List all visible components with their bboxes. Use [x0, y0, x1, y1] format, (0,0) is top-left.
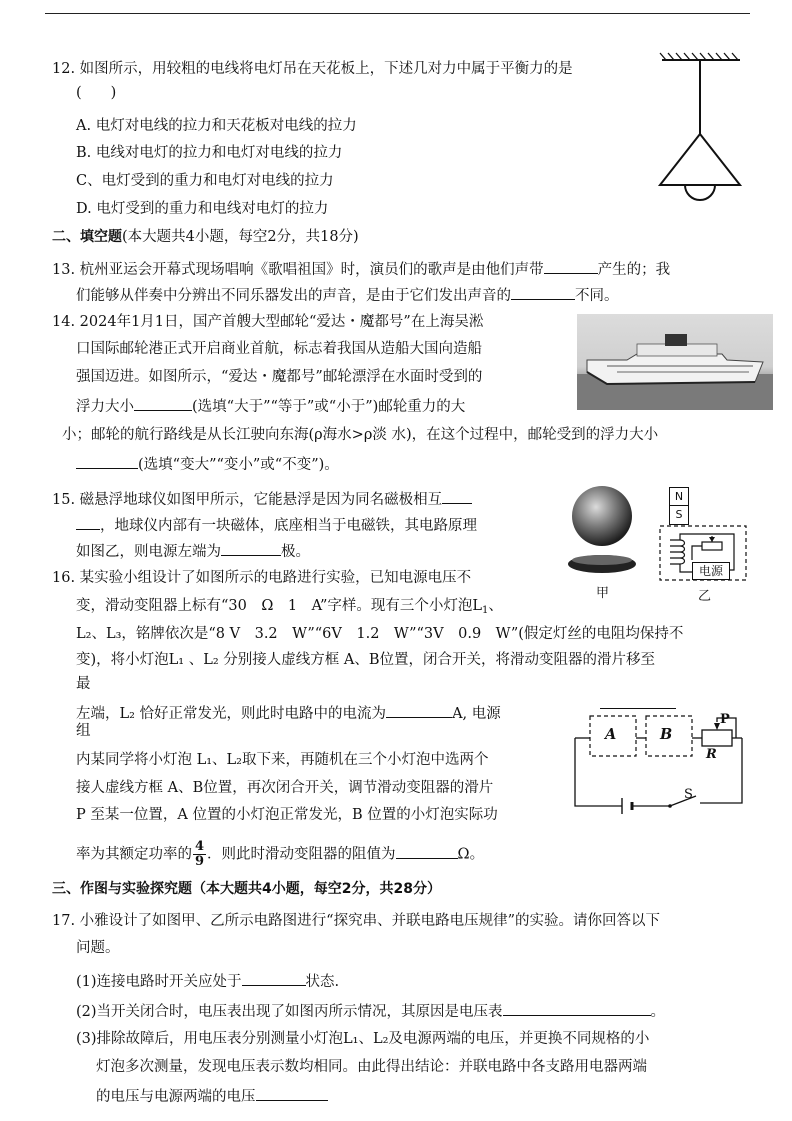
box-b-label: B: [660, 726, 673, 743]
q14-line5: 小；邮轮的航行路线是从长江驶向东海(ρ海水>ρ淡 水)，在这个过程中，邮轮受到的浮力大小: [62, 427, 659, 443]
q16-figure-top-line: [600, 708, 676, 709]
q17-sub3-line3: 的电压与电源两端的电压: [96, 1086, 328, 1106]
power-source-box: 电源: [692, 562, 730, 580]
rheostat-r-label: R: [706, 747, 717, 762]
switch-s-label: S: [684, 787, 693, 802]
q16-line9: 接人虚线方框 A、B位置，再次闭合开关，调节滑动变阻器的滑片: [76, 780, 494, 796]
q14-line2: 口国际邮轮港正式开启商业首航，标志着我国从造船大国向造船: [76, 341, 482, 357]
magnet-s-pole: S: [675, 508, 683, 521]
q17-sub3-line2: 灯泡多次测量，发现电压表示数均相同。由此得出结论：并联电路中各支路用电器两端: [96, 1059, 647, 1075]
q16-line8: 内某同学将小灯泡 L₁、L₂取下来，再随机在三个小灯泡中选两个: [76, 752, 489, 768]
four-ninths-fraction: $\frac{4}{9}$: [195, 839, 205, 869]
q12-answer-paren: ( ): [76, 85, 117, 101]
q12-option-a: A. 电灯对电线的拉力和天花板对电线的拉力: [76, 118, 357, 134]
q16-line2: 变，滑动变阻器上标有“30 Ω 1 A”字样。现有三个小灯泡$L_1$、: [76, 598, 503, 616]
q16-line3: L₂、L₃，铭牌依次是“8 V 3.2 W”“6V 1.2 W”“3V 0.9 W”(假定灯丝的电阻均保持不: [76, 626, 684, 642]
q17-sub1: (1)连接电路时开关应处于 状态.: [76, 971, 339, 991]
figure-jia-label: 甲: [596, 586, 610, 601]
figure-yi-label: 乙: [698, 589, 712, 604]
q16-line6: 左端，L₂ 恰好正常发光，则此时电路中的电流为 A, 电源: [76, 703, 501, 723]
q17-line2: 问题。: [76, 940, 120, 956]
q15-line2: ，地球仪内部有一块磁体，底座相当于电磁铁，其电路原理: [76, 515, 477, 535]
bar-magnet: [669, 487, 689, 525]
q12-option-d: D. 电灯受到的重力和电线对电灯的拉力: [76, 201, 329, 217]
box-a-label: A: [605, 726, 617, 743]
q12-option-c: C、电灯受到的重力和电灯对电线的拉力: [76, 173, 334, 189]
section3-heading: 三、作图与实验探究题（本大题共4小题，每空2分，共28分）: [52, 881, 441, 897]
hanging-lamp-figure: [652, 52, 748, 208]
maglev-globe-figure: [562, 480, 642, 580]
magnet-n-pole: N: [670, 488, 688, 506]
cruise-ship-photo: [577, 314, 773, 410]
q12-stem: 12. 如图所示，用较粗的电线将电灯吊在天花板上，下述几对力中属于平衡力的是: [52, 61, 573, 77]
q14-line3: 强国迈进。如图所示，“爱达・魔都号”邮轮漂浮在水面时受到的: [76, 369, 483, 385]
header-rule: [45, 13, 750, 14]
q16-line4: 变)，将小灯泡L₁ 、L₂ 分别接人虚线方框 A、B位置，闭合开关，将滑动变阻器的滑片移至: [76, 652, 655, 668]
q13-line2: 们能够从伴奏中分辨出不同乐器发出的声音，是由于它们发出声音的 不同。: [76, 285, 619, 305]
q12-option-b: B. 电线对电灯的拉力和电灯对电线的拉力: [76, 145, 343, 161]
q17-sub3-line1: (3)排除故障后，用电压表分别测量小灯泡L₁、L₂及电源两端的电压，并更换不同规格的小: [76, 1031, 650, 1047]
section2-heading: 二、填空题(本大题共4小题，每空2分，共18分): [52, 229, 359, 245]
q16-line1: 16. 某实验小组设计了如图所示的电路进行实验，已知电源电压不: [52, 570, 472, 586]
q14-line6: (选填“变大”“变小”或“不变”)。: [76, 454, 339, 474]
q15-line3: 如图乙，则电源左端为 极。: [76, 541, 310, 561]
q17-line1: 17. 小雅设计了如图甲、乙所示电路图进行“探究串、并联电路电压规律”的实验。请你回答以下: [52, 913, 660, 929]
q14-line4: 浮力大小 (选填“大于”“等于”或“小于”)邮轮重力的大: [76, 396, 465, 416]
q15-line1: 15. 磁悬浮地球仪如图甲所示，它能悬浮是因为同名磁极相互: [52, 489, 472, 509]
slider-p-label: P: [720, 712, 730, 727]
cruise-ship-image: [577, 314, 773, 410]
q16-line11: 率为其额定功率的 $\frac{4}{9}$ ．则此时滑动变阻器的阻值为 Ω。: [76, 839, 485, 869]
q16-line7: 组: [76, 723, 91, 739]
q16-line10: P 至某一位置，A 位置的小灯泡正常发光，B 位置的小灯泡实际功: [76, 807, 498, 823]
q17-sub2: (2)当开关闭合时，电压表出现了如图丙所示情况，其原因是电压表 。: [76, 1001, 665, 1021]
q16-line5: 最: [76, 676, 91, 692]
q13-line1: 13. 杭州亚运会开幕式现场唱响《歌唱祖国》时，演员们的歌声是由他们声带 产生的；我: [52, 259, 670, 279]
q14-line1: 14. 2024年1月1日，国产首艘大型邮轮“爱达・魔都号”在上海吴淞: [52, 314, 484, 330]
